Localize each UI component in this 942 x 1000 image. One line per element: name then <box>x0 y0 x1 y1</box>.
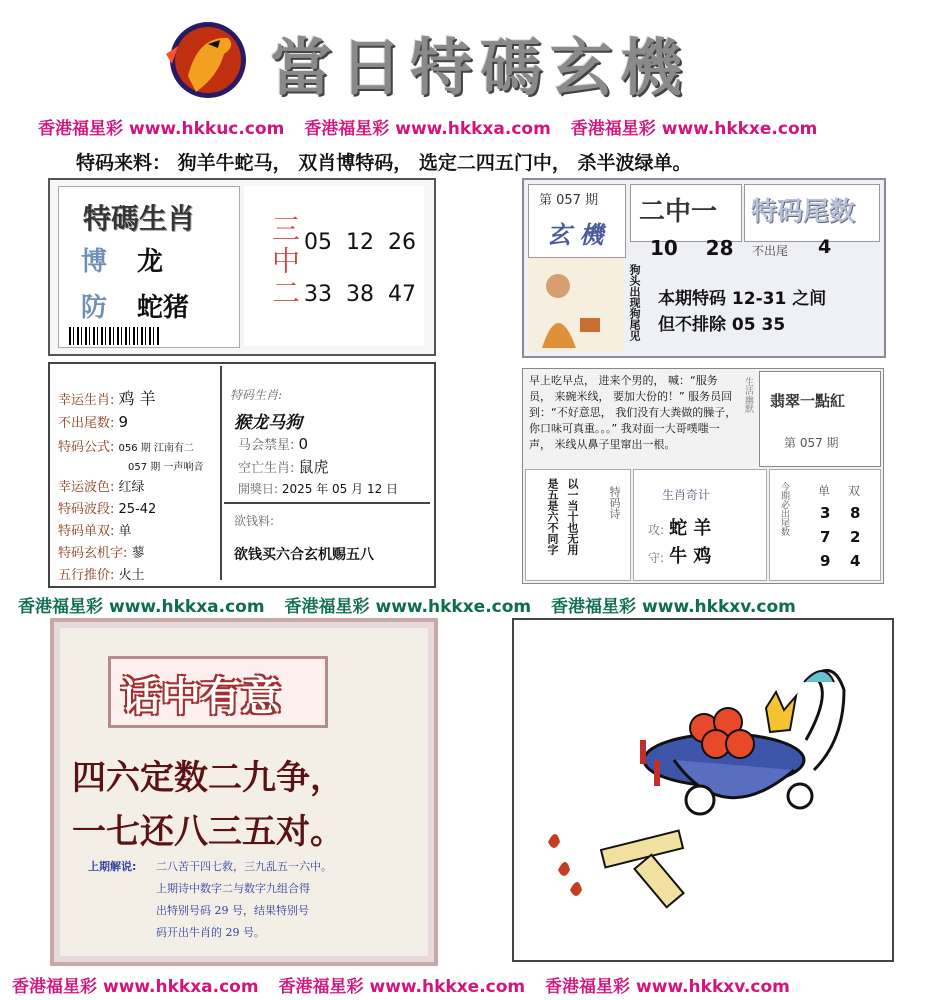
intro-text: 特码来料： 狗羊牛蛇马， 双肖博特码， 选定二四五门中， 杀半波绿单。 <box>76 152 692 174</box>
ad-url[interactable]: www.hkkuc.com <box>129 119 285 139</box>
kong-value: 鼠虎 <box>298 458 329 476</box>
shuang-cell: 4 <box>850 552 861 570</box>
info-mid-panel <box>224 366 430 580</box>
ad-line-bottom <box>12 972 804 997</box>
info-row-value: 056 期 江南有二 <box>118 443 194 454</box>
feicui-title: 翡翠一點紅 <box>770 392 846 410</box>
joke-tag: 生活幽默 <box>743 377 753 413</box>
jieshuo-line-2: 上期诗中数字二与数字九组合得 <box>156 882 310 895</box>
gong-label: 攻: <box>648 523 665 537</box>
info-row <box>58 542 145 561</box>
zodiac-left-panel <box>58 186 240 348</box>
poem-panel <box>525 469 631 581</box>
jieshuo-line-1: 二八苦干四七救，三九乱五一六中。 <box>156 860 332 873</box>
ad-name: 香港福星彩 <box>18 597 103 617</box>
tail-title: 特码尾数 <box>751 197 856 227</box>
ad-line-top <box>38 114 831 139</box>
tail-grid-panel <box>769 469 881 581</box>
range-line-2: 但不排除 05 35 <box>658 315 786 335</box>
info-row <box>58 412 128 431</box>
info-row-label: 特码单双: <box>58 524 115 539</box>
tail-title-panel <box>744 184 880 242</box>
info-row-value: 红绿 <box>118 480 145 495</box>
sage-image <box>528 258 624 352</box>
ma-label: 马会禁星: <box>238 438 295 453</box>
shuang-cell: 2 <box>850 528 861 546</box>
date-value: 2025 年 05 月 12 日 <box>281 482 399 496</box>
ad-url[interactable]: www.hkkxa.com <box>395 119 551 139</box>
dan-header: 单 <box>818 484 831 498</box>
info-row-value: 9 <box>118 413 129 431</box>
huazhong-box <box>50 618 438 966</box>
ad-name: 香港福星彩 <box>304 119 390 139</box>
info-row-value: 057 期 一声响音 <box>128 462 204 473</box>
ad-url[interactable]: www.hkkxv.com <box>642 597 796 617</box>
info-row <box>58 436 194 455</box>
shou-label: 守: <box>648 551 665 565</box>
info-row <box>58 520 132 539</box>
bo-label: 博 <box>81 247 108 277</box>
info-row <box>58 564 145 583</box>
ad-line-middle <box>18 592 810 617</box>
jieshuo-label: 上期解说: <box>88 860 137 873</box>
fang-value: 蛇猪 <box>137 293 190 323</box>
ad-url[interactable]: www.hkkxe.com <box>369 977 526 997</box>
kong-label: 空亡生肖: <box>238 461 295 476</box>
date-label: 開獎日: <box>238 482 279 496</box>
yu-label: 欲钱料: <box>234 514 275 528</box>
side-label: 三中二 <box>268 214 301 310</box>
info-row-label: 五行推价: <box>58 568 115 583</box>
bo-value: 龙 <box>137 247 164 277</box>
issue-panel <box>528 184 626 258</box>
shuang-cell: 8 <box>850 504 861 522</box>
poem-line-2: 是五是六不同字 <box>546 478 559 555</box>
info-row-value: 蓼 <box>131 546 145 561</box>
shuang-header: 双 <box>848 484 861 498</box>
feicui-issue: 第 057 期 <box>784 436 839 450</box>
tail-box <box>522 178 886 358</box>
huazhong-title-frame <box>108 656 328 728</box>
erzhongyi-panel <box>630 184 742 242</box>
huazhong-line-1: 四六定数二九争， <box>72 758 344 798</box>
issue-label: 第 057 期 <box>539 193 599 208</box>
info-row <box>128 458 203 473</box>
date-row <box>238 480 398 497</box>
huazhong-line-2: 一七还八三五对。 <box>72 812 344 852</box>
not-out-value: 4 <box>818 236 832 258</box>
yu-value: 欲钱买六合玄机赐五八 <box>234 547 374 563</box>
erzhongyi-label: 二中一 <box>639 197 718 227</box>
numbers-row-2: 33 38 47 <box>304 282 416 307</box>
poem-vertical: 狗头出现狗尾见 <box>628 264 641 341</box>
shengxiao-panel <box>633 469 767 581</box>
info-row <box>58 498 156 517</box>
ma-value: 0 <box>298 435 309 453</box>
horse-logo-icon <box>158 16 250 108</box>
cart-illustration <box>512 618 894 962</box>
info-left-panel <box>52 366 222 583</box>
info-box <box>48 362 436 588</box>
zodiac-title: 特碼生肖 <box>83 202 196 235</box>
joke-box <box>522 368 884 584</box>
jieshuo-line-4: 码开出牛肖的 29 号。 <box>156 926 265 939</box>
ad-name: 香港福星彩 <box>284 597 370 617</box>
info-row-label: 不出尾数: <box>58 416 115 431</box>
sx-title: 生肖奇计 <box>662 488 711 502</box>
tail-numbers: 10 28 <box>650 236 734 260</box>
ad-name: 香港福星彩 <box>570 119 656 139</box>
kong-row <box>238 456 329 477</box>
tail-grid-side: 今期必出尾数 <box>779 482 789 536</box>
zodiac-box <box>48 178 436 356</box>
range-line-1: 本期特码 12-31 之间 <box>658 289 827 309</box>
dan-cell: 7 <box>820 528 831 546</box>
mid-divider <box>224 502 430 504</box>
info-row-label: 幸运波色: <box>58 480 115 495</box>
mid-header: 特码生肖: <box>230 388 283 402</box>
ad-url[interactable]: www.hkkxa.com <box>109 597 265 617</box>
info-row-value: 火土 <box>118 568 145 583</box>
dan-cell: 3 <box>820 504 831 522</box>
mid-value: 猴龙马狗 <box>234 413 302 433</box>
ad-url[interactable]: www.hkkxe.com <box>661 119 818 139</box>
ad-url[interactable]: www.hkkxe.com <box>375 597 532 617</box>
info-row-label: 幸运生肖: <box>58 393 115 408</box>
ad-name: 香港福星彩 <box>545 977 631 997</box>
zodiac-right-panel <box>244 186 424 346</box>
info-row-value: 单 <box>118 524 132 539</box>
info-row-label: 特码玄机字: <box>58 546 128 561</box>
poem-label: 特码诗 <box>608 486 621 519</box>
huazhong-title: 话中有意 <box>121 673 281 720</box>
gong-value: 蛇 羊 <box>669 518 712 539</box>
shou-value: 牛 鸡 <box>669 546 712 567</box>
barcode-icon <box>69 327 159 345</box>
ad-name: 香港福星彩 <box>278 977 364 997</box>
dan-cell: 9 <box>820 552 831 570</box>
ad-url[interactable]: www.hkkxa.com <box>103 977 259 997</box>
page-title: 當日特碼玄機 <box>270 31 691 104</box>
not-out-label: 不出尾 <box>752 244 789 258</box>
fang-label: 防 <box>81 293 108 323</box>
numbers-row-1: 05 12 26 <box>304 230 416 255</box>
feicui-panel <box>759 371 881 467</box>
info-row-value: 25-42 <box>118 502 157 517</box>
ad-name: 香港福星彩 <box>551 597 637 617</box>
cart-image <box>514 620 892 960</box>
ad-url[interactable]: www.hkkxv.com <box>636 977 790 997</box>
joke-text: 早上吃早点， 进来个男的， 喊：“服务员， 来碗米线， 要加大份的！” 服务员回到：“不好意思， 我们没有大粪做的臊子，你口味可真重。。。” 我对面一大哥噗嗤一声， 米线从鼻子里窜出一根。 <box>529 374 737 451</box>
ad-name: 香港福星彩 <box>38 119 123 139</box>
info-row-value: 鸡 羊 <box>118 389 156 408</box>
info-row-label: 特码波段: <box>58 502 115 517</box>
xuanji-label: 玄 機 <box>547 220 604 249</box>
shou-row <box>648 542 711 568</box>
ma-row <box>238 434 308 453</box>
info-row <box>58 476 145 495</box>
poem-line-1: 以一当十也无用 <box>566 478 579 555</box>
ad-name: 香港福星彩 <box>12 977 97 997</box>
info-row <box>58 386 156 409</box>
gong-row <box>648 514 711 540</box>
info-row-label: 特码公式: <box>58 440 115 455</box>
jieshuo-line-3: 出特别号码 29 号，结果特别号 <box>156 904 309 917</box>
